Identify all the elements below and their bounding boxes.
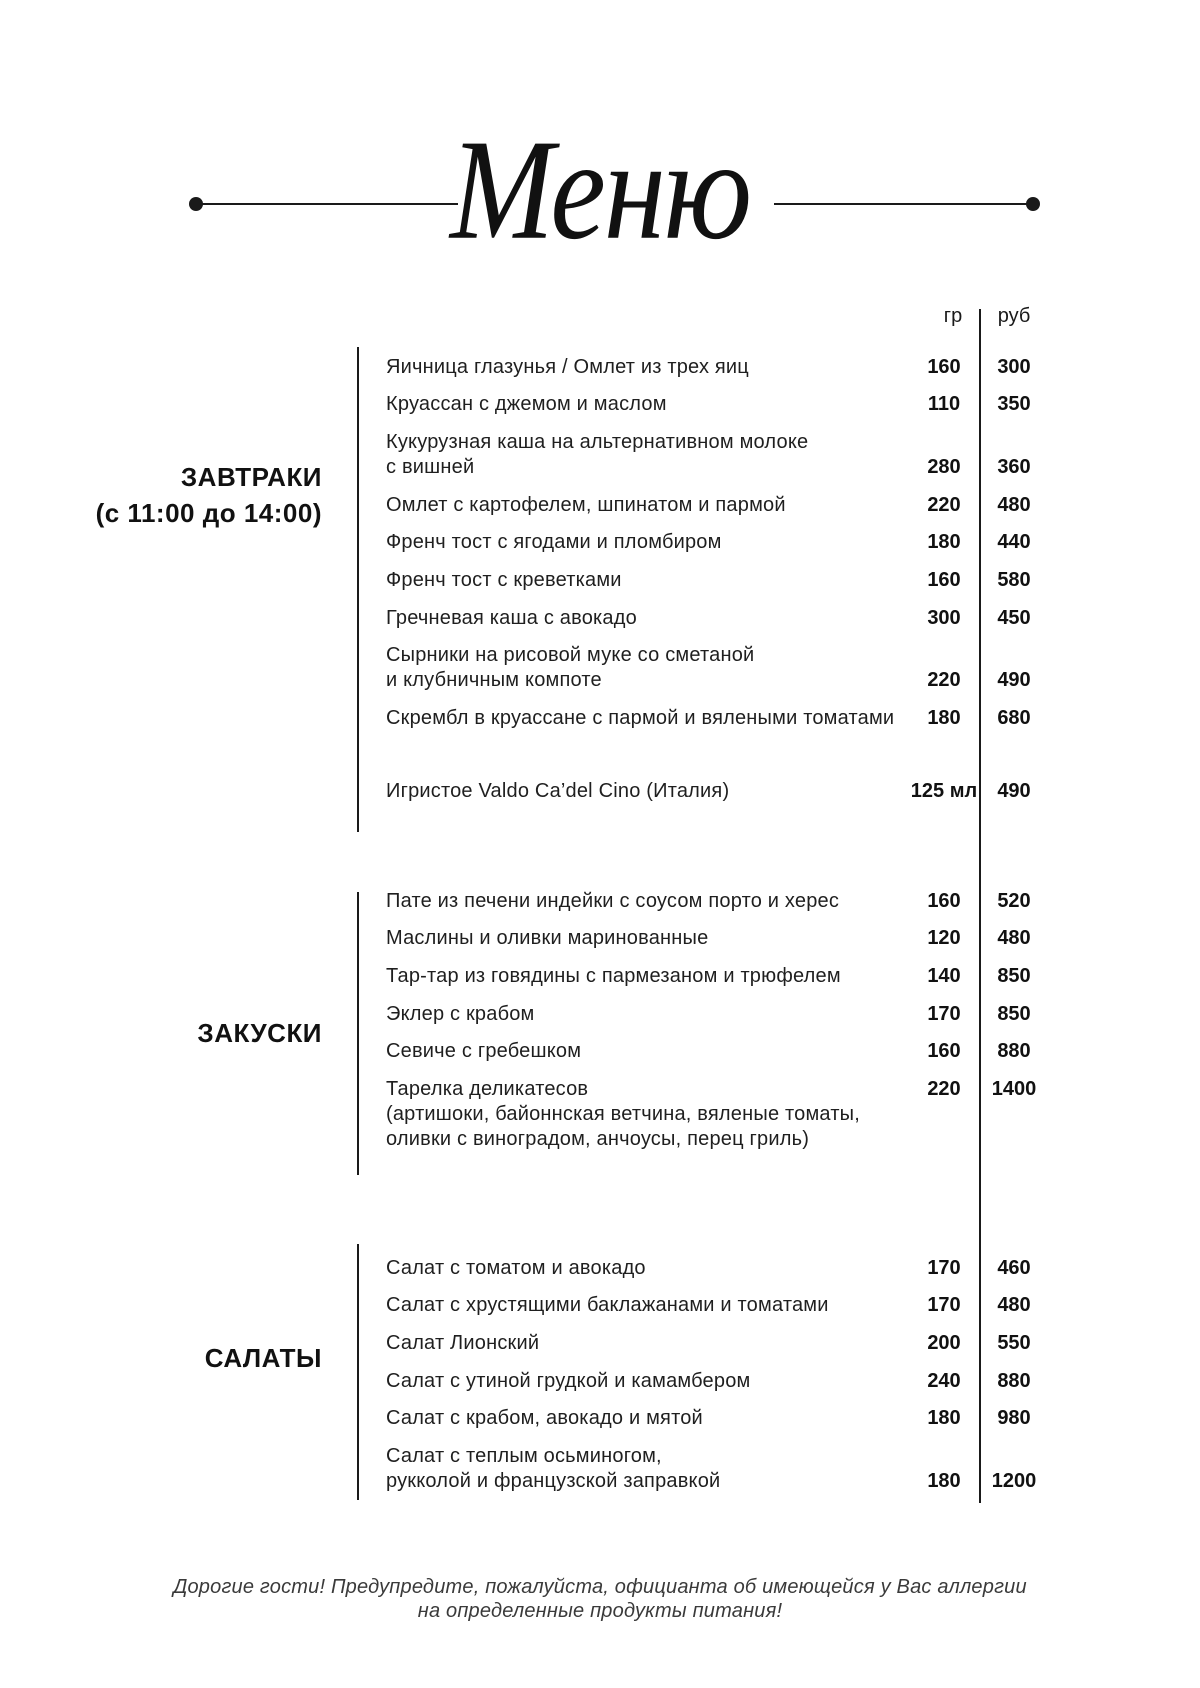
menu-item-name <box>386 964 906 989</box>
menu-item-weight: 180 <box>927 707 961 729</box>
menu-item <box>386 643 1046 693</box>
menu-item-name-line: Эклер с крабом <box>386 1002 535 1025</box>
section-heading-line: ЗАВТРАКИ <box>180 462 322 492</box>
menu-item-name-line: Гречневая каша с авокадо <box>386 606 637 629</box>
menu-item-name <box>386 1256 906 1281</box>
menu-item <box>386 1444 1046 1494</box>
menu-title: Меню <box>450 111 750 270</box>
menu-item-name-line: Салат Лионский <box>386 1331 540 1354</box>
menu-item-weight: 160 <box>927 355 961 378</box>
menu-section-breakfast <box>0 347 1200 832</box>
menu-item-description <box>386 1102 906 1152</box>
menu-item-price: 440 <box>997 531 1031 554</box>
menu-item-price: 520 <box>997 889 1031 912</box>
menu-item-weight: 180 <box>927 531 961 554</box>
menu-item-main <box>386 1406 1046 1431</box>
menu-item-main <box>386 1002 1046 1027</box>
menu-item <box>386 1256 1046 1281</box>
section-heading-line: САЛАТЫ <box>204 1343 322 1373</box>
menu-item-name-line: Тар-тар из говядины с пармезаном и трюфелем <box>386 964 841 987</box>
menu-item <box>386 1331 1046 1356</box>
menu-item-weight: 180 <box>927 1469 961 1492</box>
menu-item-main <box>386 889 1046 914</box>
menu-item-weight: 280 <box>927 455 961 478</box>
menu-item-name-line: и клубничным компоте <box>386 669 602 692</box>
menu-item-weight: 160 <box>927 568 961 591</box>
menu-item-name-line: Салат с утиной грудкой и камамбером <box>386 1369 751 1392</box>
menu-item-price: 850 <box>997 1002 1031 1025</box>
menu-item-price: 550 <box>997 1331 1031 1354</box>
menu-item-price: 350 <box>997 393 1031 416</box>
menu-item-main <box>386 493 1046 518</box>
menu-item-main <box>386 1039 1046 1064</box>
price-column-header: руб <box>997 305 1031 327</box>
menu-item-price: 1400 <box>991 1077 1037 1100</box>
section-divider <box>357 1244 359 1500</box>
menu-item <box>386 1002 1046 1027</box>
menu-item-main <box>386 606 1046 631</box>
menu-item-name-line: Френч тост с креветками <box>386 568 622 591</box>
menu-item-price: 880 <box>997 1369 1031 1392</box>
menu-item-name <box>386 1293 906 1318</box>
menu-item-main <box>386 355 1046 380</box>
menu-item-name <box>386 493 906 518</box>
section-divider <box>357 347 359 832</box>
menu-item-name <box>386 1444 906 1494</box>
allergy-notice <box>0 1575 1200 1623</box>
menu-item-name-line: Омлет с картофелем, шпинатом и пармой <box>386 493 786 516</box>
menu-item-name <box>386 643 906 693</box>
menu-item-name <box>386 1077 906 1102</box>
menu-item <box>386 1406 1046 1431</box>
menu-item-main <box>386 568 1046 593</box>
menu-item-main <box>386 706 1046 731</box>
item-group <box>386 889 1046 1152</box>
menu-item-name-line: Салат с томатом и авокадо <box>386 1256 646 1279</box>
menu-item-weight: 220 <box>927 493 961 516</box>
menu-item-main <box>386 1256 1046 1281</box>
menu-item-price: 460 <box>997 1256 1031 1279</box>
section-items <box>386 889 1046 1165</box>
menu-item-name <box>386 1369 906 1394</box>
menu-item-name-line: Кукурузная каша на альтернативном молоке <box>386 430 809 453</box>
menu-item <box>386 568 1046 593</box>
menu-item-price: 480 <box>997 1294 1031 1317</box>
menu-item-description-line: оливки с виноградом, анчоусы, перец гриль) <box>386 1127 810 1150</box>
weight-column-header: гр <box>943 305 963 327</box>
section-heading-line: ЗАКУСКИ <box>197 1018 322 1048</box>
menu-item <box>386 530 1046 555</box>
menu-item-main <box>386 392 1046 417</box>
menu-item <box>386 430 1046 480</box>
menu-item-name-line: Френч тост с ягодами и пломбиром <box>386 531 722 554</box>
menu-item-name-line: Севиче с гребешком <box>386 1040 582 1063</box>
menu-item-name-line: Сырники на рисовой муке со сметаной <box>386 644 755 667</box>
menu-item-price: 980 <box>997 1407 1031 1430</box>
menu-item <box>386 606 1046 631</box>
menu-item-main <box>386 1293 1046 1318</box>
menu-item-price: 480 <box>997 493 1031 516</box>
menu-item-name-line: Скрембл в круассане с пармой и вялеными томатами <box>386 707 895 729</box>
menu-item-weight: 240 <box>927 1369 961 1392</box>
menu-item-price: 850 <box>997 964 1031 987</box>
menu-item <box>386 355 1046 380</box>
menu-item <box>386 1039 1046 1064</box>
menu-item-price: 450 <box>997 606 1031 629</box>
menu-item-price: 680 <box>997 707 1031 729</box>
ornament-dot-right <box>1026 197 1040 211</box>
menu-item-name-line: Салат с теплым осьминогом, <box>386 1444 662 1467</box>
menu-item-name-line: Игристое Valdo Ca’del Cino (Италия) <box>386 780 730 802</box>
menu-item-name-line: Яичница глазунья / Омлет из трех яиц <box>386 355 749 378</box>
menu-item-name <box>386 430 906 480</box>
menu-item-main <box>386 1444 1046 1494</box>
menu-item-weight: 160 <box>927 889 961 912</box>
section-items <box>386 355 1046 817</box>
allergy-notice-line: Дорогие гости! Предупредите, пожалуйста, официанта об имеющейся у Вас аллергии <box>173 1576 1027 1598</box>
menu-section-salads <box>0 1244 1200 1500</box>
menu-item-name <box>386 779 906 804</box>
menu-item-name <box>386 926 906 951</box>
menu-item-weight: 140 <box>927 964 961 987</box>
menu-item-price: 580 <box>997 568 1031 591</box>
menu-item-main <box>386 530 1046 555</box>
item-group <box>386 355 1046 732</box>
section-items <box>386 1256 1046 1507</box>
menu-item-name <box>386 1002 906 1027</box>
menu-item-name <box>386 568 906 593</box>
menu-item-price: 300 <box>997 355 1031 378</box>
menu-item-name <box>386 706 906 731</box>
menu-item-name-line: Салат с крабом, авокадо и мятой <box>386 1407 703 1430</box>
menu-item <box>386 889 1046 914</box>
menu-item-name <box>386 355 906 380</box>
menu-item-main <box>386 779 1046 804</box>
menu-item-name-line: Пате из печени индейки с соусом порто и херес <box>386 889 840 912</box>
menu-item-price: 880 <box>997 1040 1031 1063</box>
allergy-notice-line: на определенные продукты питания! <box>417 1600 783 1622</box>
menu-item <box>386 779 1046 804</box>
menu-item-weight: 170 <box>927 1294 961 1317</box>
menu-section-appetizers <box>0 889 1200 1175</box>
section-divider <box>357 892 359 1175</box>
menu-item-weight: 125 мл <box>910 780 978 802</box>
menu-item-main <box>386 1077 1046 1102</box>
menu-item-weight: 160 <box>927 1040 961 1063</box>
menu-item-main <box>386 1331 1046 1356</box>
ornament-rule-right <box>774 203 1033 205</box>
menu-item-name <box>386 530 906 555</box>
menu-item-weight: 170 <box>927 1002 961 1025</box>
menu-item-weight: 180 <box>927 1407 961 1430</box>
menu-item-name <box>386 1406 906 1431</box>
menu-item <box>386 1293 1046 1318</box>
menu-item-price: 360 <box>997 455 1031 478</box>
menu-item <box>386 392 1046 417</box>
menu-item-weight: 220 <box>927 669 961 692</box>
menu-item-name <box>386 1039 906 1064</box>
menu-item-price: 490 <box>997 669 1031 692</box>
menu-item-main <box>386 1369 1046 1394</box>
menu-item-name-line: с вишней <box>386 455 475 478</box>
menu-item-name-line: Маслины и оливки маринованные <box>386 927 709 950</box>
menu-item-name-line: Тарелка деликатесов <box>386 1077 589 1100</box>
menu-item-main <box>386 643 1046 693</box>
menu-item-name-line: рукколой и французской заправкой <box>386 1469 721 1492</box>
menu-item-name <box>386 392 906 417</box>
menu-item-name <box>386 889 906 914</box>
menu-item-name <box>386 606 906 631</box>
menu-item-name-line: Круассан с джемом и маслом <box>386 393 667 416</box>
section-heading <box>0 459 322 531</box>
menu-item-main <box>386 926 1046 951</box>
menu-item-weight: 110 <box>927 393 961 416</box>
item-group <box>386 1256 1046 1494</box>
menu-item-weight: 300 <box>927 606 961 629</box>
menu-item-price: 480 <box>997 927 1031 950</box>
menu-item-weight: 220 <box>927 1077 961 1100</box>
menu-item <box>386 1077 1046 1152</box>
menu-item-weight: 170 <box>927 1256 961 1279</box>
menu-item <box>386 1369 1046 1394</box>
menu-item <box>386 964 1046 989</box>
menu-item-main <box>386 964 1046 989</box>
menu-item-price: 1200 <box>991 1469 1037 1492</box>
menu-item-weight: 120 <box>927 927 961 950</box>
menu-item-price: 490 <box>997 780 1031 802</box>
section-heading-line: (с 11:00 до 14:00) <box>95 498 322 528</box>
item-group <box>386 779 1046 804</box>
menu-item-name-line: Салат с хрустящими баклажанами и томатами <box>386 1294 829 1317</box>
menu-item-weight: 200 <box>927 1331 961 1354</box>
menu-item-description-line: (артишоки, байоннская ветчина, вяленые томаты, <box>386 1102 861 1125</box>
menu-item <box>386 706 1046 731</box>
menu-item-main <box>386 430 1046 480</box>
menu-item <box>386 926 1046 951</box>
menu-item <box>386 493 1046 518</box>
section-heading <box>0 1015 322 1051</box>
menu-item-name <box>386 1331 906 1356</box>
section-heading <box>0 1340 322 1376</box>
